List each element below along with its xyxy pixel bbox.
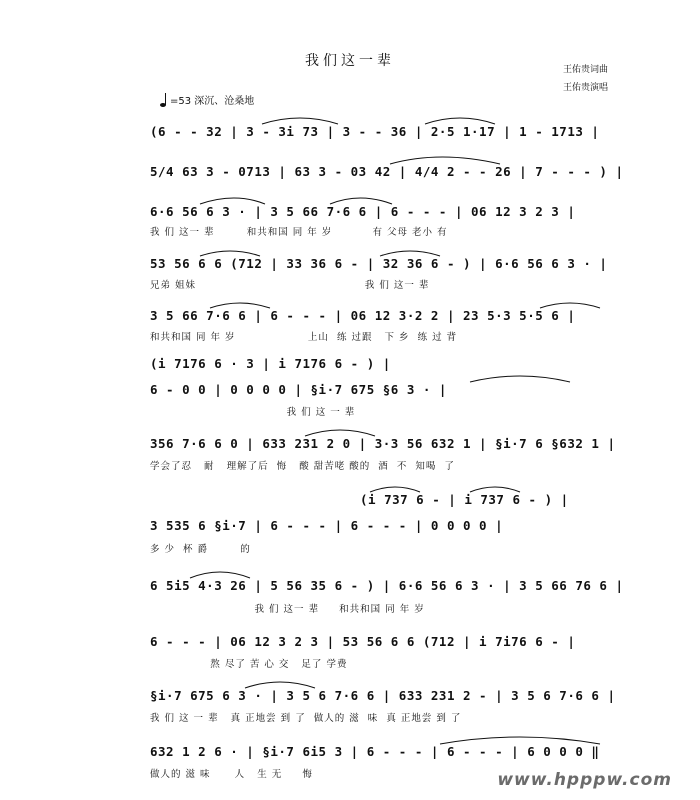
score-line-7: 6 - 0 0 | 0 0 0 0 | §i·7 675 §6 3 · |	[150, 382, 447, 397]
lyric-line-3: 我 们 这一 辈 和共和国 同 年 岁 有 父母 老小 有	[150, 227, 448, 238]
lyric-line-4: 兄弟 姐妹 我 们 这一 辈	[150, 280, 430, 291]
lyric-line-5: 和共和国 同 年 岁 上山 练 过跟 下 乡 练 过 背	[150, 332, 458, 343]
score-line-5: 3 5 66 7·6 6 | 6 - - - | 06 12 3·2 2 | 23 5·3 5·5 6 |	[150, 308, 576, 323]
lyric-line-12: 熬 尽了 苦 心 交 足了 学费	[150, 659, 348, 670]
score-line-10: 3 535 6 §i·7 | 6 - - - | 6 - - - | 0 0 0 0 |	[150, 518, 504, 533]
score-line-4: 53 56 6 6 (712 | 33 36 6 - | 32 36 6 - ) | 6·6 56 6 3 · |	[150, 256, 608, 271]
lyric-line-13: 我 们 这 一 辈 真 正地尝 到 了 做人的 滋 味 真 正地尝 到 了	[150, 713, 462, 724]
lyric-line-8: 学会了忍 耐 理解了后 悔 酸 甜苦咾 酸的 酒 不 知喝 了	[150, 461, 455, 472]
score-line-9: (i 737 6 - | i 737 6 - ) |	[360, 492, 569, 507]
lyric-line-10: 多 少 杯 爵 的	[150, 544, 251, 555]
score-line-2: 5/4 63 3 - 0713 | 63 3 - 03 42 | 4/4 2 - - 26 | 7 - - - ) |	[150, 164, 624, 179]
score-line-3: 6·6 56 6 3 · | 3 5 66 7·6 6 | 6 - - - | 06 12 3 2 3 |	[150, 204, 576, 219]
score-line-14: 632 1 2 6 · | §i·7 6i5 3 | 6 - - - | 6 - - - | 6 0 0 0 ‖	[150, 744, 600, 759]
performer-credit: 王佑贵演唱	[562, 83, 608, 93]
quarter-note-icon	[160, 93, 168, 107]
song-title: 我们这一辈	[305, 53, 395, 69]
score-line-13: §i·7 675 6 3 · | 3 5 6 7·6 6 | 633 231 2 - | 3 5 6 7·6 6 |	[150, 688, 616, 703]
lyric-line-14: 做人的 滋 味 人 生 无 悔	[150, 769, 313, 780]
tempo-marking	[160, 92, 254, 107]
score-line-6: (i 7176 6 · 3 | i 7176 6 - ) |	[150, 356, 391, 371]
score-line-8: 356 7·6 6 0 | 633 231 2 0 | 3·3 56 632 1 | §i·7 6 §632 1 |	[150, 436, 616, 451]
score-line-1: (6 - - 32 | 3 - 3i 73 | 3 - - 36 | 2·5 1·17 | 1 - 1713 |	[150, 124, 600, 139]
score-line-11: 6 5i5 4·3 26 | 5 56 35 6 - ) | 6·6 56 6 3 · | 3 5 66 76 6 |	[150, 578, 624, 593]
lyricist-composer-credit: 王佑贵词曲	[562, 65, 608, 75]
score-line-12: 6 - - - | 06 12 3 2 3 | 53 56 6 6 (712 | i 7i76 6 - |	[150, 634, 576, 649]
tempo-text: =53 深沉、沧桑地	[170, 96, 255, 107]
site-watermark: www.hpppw.com	[497, 770, 672, 790]
lyric-line-7: 我 们 这 一 辈	[150, 407, 356, 418]
lyric-line-11: 我 们 这一 辈 和共和国 同 年 岁	[150, 604, 425, 615]
